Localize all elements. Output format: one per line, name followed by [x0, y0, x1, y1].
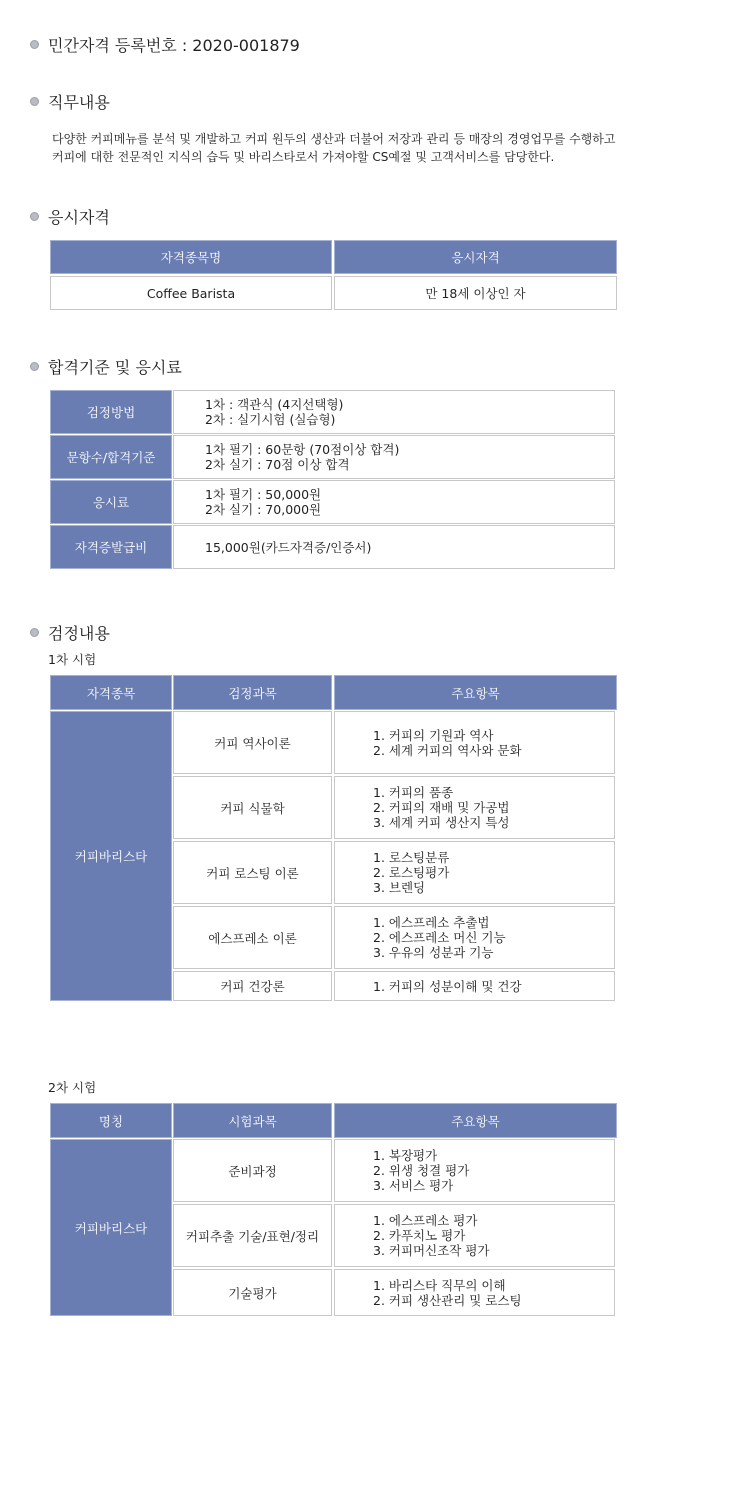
criteria-label: 검정방법 — [50, 390, 172, 434]
eligibility-heading — [30, 205, 110, 228]
exam2-subject: 기술평가 — [173, 1269, 332, 1316]
criteria-line: 1차 필기 : 50,000원 — [205, 487, 322, 502]
exam2-items — [334, 1139, 615, 1202]
content-title: 검정내용 — [48, 624, 110, 643]
criteria-value — [173, 390, 615, 434]
duty-title: 직무내용 — [48, 93, 110, 112]
criteria-line: 15,000원(카드자격증/인증서) — [205, 539, 372, 555]
exam1-category: 커피바리스타 — [50, 711, 172, 1001]
exam1-item: 1. 커피의 성분이해 및 건강 — [373, 978, 522, 994]
eligibility-header-requirement: 응시자격 — [334, 240, 617, 274]
eligibility-title: 응시자격 — [48, 208, 110, 227]
exam1-item: 1. 에스프레소 추출법 — [373, 915, 490, 930]
criteria-label: 자격증발급비 — [50, 525, 172, 569]
exam2-item: 3. 서비스 평가 — [373, 1178, 454, 1193]
exam2-header-name: 명칭 — [50, 1103, 172, 1138]
registration-text: 민간자격 등록번호 : 2020-001879 — [48, 36, 300, 55]
exam1-subject: 커피 식물학 — [173, 776, 332, 839]
exam2-item: 1. 바리스타 직무의 이해 — [373, 1277, 506, 1293]
eligibility-header-name: 자격종목명 — [50, 240, 332, 274]
bullet-icon — [30, 628, 39, 637]
registration-heading — [30, 33, 300, 56]
duty-heading — [30, 90, 110, 113]
exam1-subtitle: 1차 시험 — [48, 652, 97, 667]
exam1-item: 3. 세계 커피 생산지 특성 — [373, 815, 510, 830]
exam2-category: 커피바리스타 — [50, 1139, 172, 1316]
exam1-items — [334, 776, 615, 839]
criteria-label: 문항수/합격기준 — [50, 435, 172, 479]
exam2-header-items: 주요항목 — [334, 1103, 617, 1138]
exam2-header-subject: 시험과목 — [173, 1103, 332, 1138]
exam1-item: 1. 커피의 기원과 역사 — [373, 727, 494, 743]
criteria-line: 1차 : 객관식 (4지선택형) — [205, 397, 344, 412]
eligibility-cell-requirement: 만 18세 이상인 자 — [334, 276, 617, 310]
criteria-label: 응시료 — [50, 480, 172, 524]
criteria-value — [173, 525, 615, 569]
bullet-icon — [30, 362, 39, 371]
exam1-item: 3. 우유의 성분과 기능 — [373, 945, 494, 960]
exam2-subtitle: 2차 시험 — [48, 1080, 97, 1095]
criteria-line: 2차 실기 : 70점 이상 합격 — [205, 457, 350, 472]
exam2-subject: 준비과정 — [173, 1139, 332, 1202]
bullet-icon — [30, 40, 39, 49]
criteria-line: 2차 : 실기시험 (실습형) — [205, 412, 336, 427]
duty-line: 커피에 대한 전문적인 지식의 습득 및 바리스타로서 가져야할 CS예절 및 고객서비스를 담당한다. — [52, 150, 555, 164]
exam1-item: 2. 커피의 재배 및 가공법 — [373, 800, 510, 815]
criteria-title: 합격기준 및 응시료 — [48, 358, 182, 377]
exam1-subject: 에스프레소 이론 — [173, 906, 332, 969]
exam2-subject: 커피추출 기술/표현/정리 — [173, 1204, 332, 1267]
eligibility-cell-name: Coffee Barista — [50, 276, 332, 310]
content-heading — [30, 621, 110, 644]
exam2-items — [334, 1204, 615, 1267]
bullet-icon — [30, 97, 39, 106]
criteria-value — [173, 480, 615, 524]
exam2-item: 1. 에스프레소 평가 — [373, 1213, 478, 1228]
exam1-item: 1. 로스팅분류 — [373, 850, 450, 865]
criteria-value — [173, 435, 615, 479]
exam1-items — [334, 906, 615, 969]
exam1-header-category: 자격종목 — [50, 675, 172, 710]
exam2-item: 3. 커피머신조작 평가 — [373, 1243, 490, 1258]
exam1-items — [334, 841, 615, 904]
exam1-item: 1. 커피의 품종 — [373, 785, 454, 800]
criteria-line: 1차 필기 : 60문항 (70점이상 합격) — [205, 442, 400, 457]
exam1-subject: 커피 역사이론 — [173, 711, 332, 774]
exam1-subject: 커피 로스팅 이론 — [173, 841, 332, 904]
exam2-item: 2. 위생 청결 평가 — [373, 1163, 470, 1178]
duty-description — [52, 130, 712, 166]
exam1-items — [334, 711, 615, 774]
exam1-subject: 커피 건강론 — [173, 971, 332, 1001]
exam2-items — [334, 1269, 615, 1316]
criteria-heading — [30, 355, 182, 378]
exam1-items — [334, 971, 615, 1001]
exam1-item: 3. 브렌딩 — [373, 880, 426, 895]
exam1-header-subject: 검정과목 — [173, 675, 332, 710]
exam2-item: 1. 복장평가 — [373, 1148, 438, 1163]
exam1-header-items: 주요항목 — [334, 675, 617, 710]
exam1-item: 2. 세계 커피의 역사와 문화 — [373, 742, 522, 758]
exam2-item: 2. 카푸치노 평가 — [373, 1228, 466, 1243]
criteria-line: 2차 실기 : 70,000원 — [205, 502, 322, 517]
bullet-icon — [30, 212, 39, 221]
duty-line: 다양한 커피메뉴를 분석 및 개발하고 커피 원두의 생산과 더불어 저장과 관리 등 매장의 경영업무를 수행하고 — [52, 132, 616, 146]
exam1-item: 2. 에스프레소 머신 기능 — [373, 930, 506, 945]
exam1-item: 2. 로스팅평가 — [373, 865, 450, 880]
exam2-item: 2. 커피 생산관리 및 로스팅 — [373, 1292, 522, 1308]
